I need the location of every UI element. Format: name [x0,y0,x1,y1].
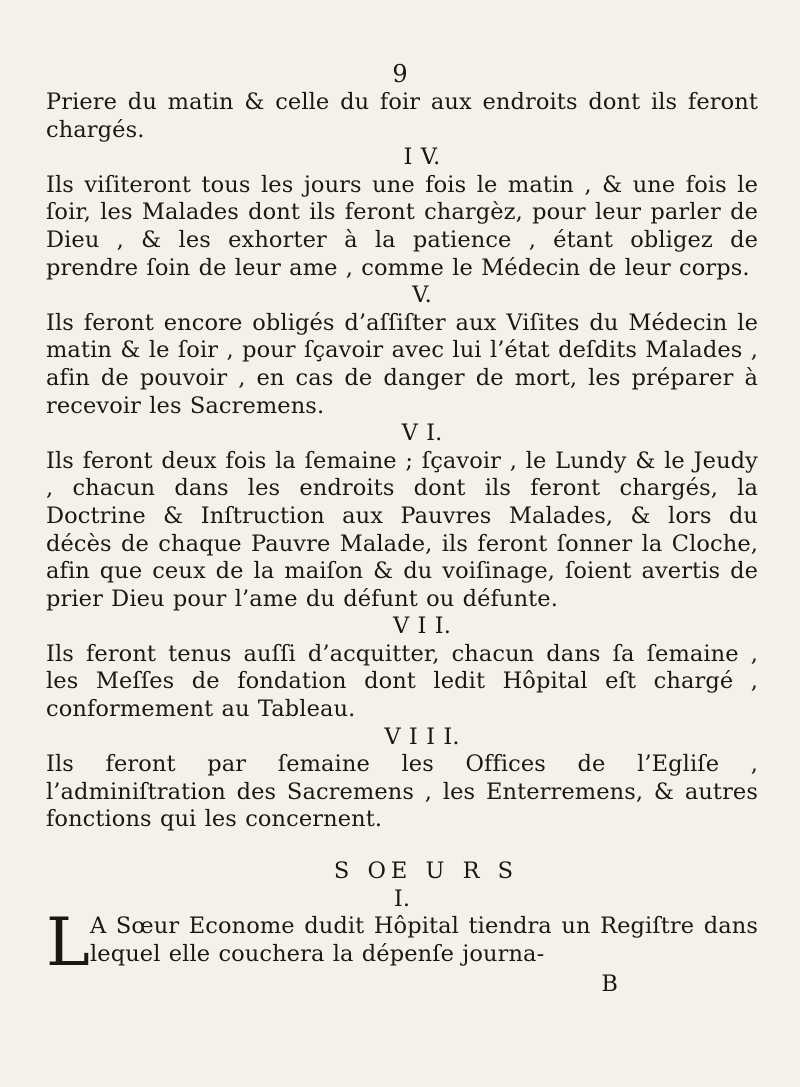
intro-paragraph: Priere du matin & celle du foir aux endroits dont ils feront chargés. [46,89,758,143]
section-heading-iv: I V. [403,144,441,171]
section-vi-text: Ils feront deux fois la ſemaine ; ſçavoir , le Lundy & le Jeudy , chacun dans les endroits dont ils feront chargés, la Doctrine & Inſtruction aux Pauvres Malades, & lors du décès de chaque Pauvre Malade, ils feront ſonner la Cloche, afin que ceux de la maiſon & du voiſinage, ſoient avertis de prier Dieu pour l’ame du défunt ou défunte. [46,447,758,612]
sisters-section-numeral: I. [393,885,411,912]
catchword: B [601,971,618,998]
section-viii-text: Ils feront par ſemaine les Offices de l’Egliſe , l’adminiſtration des Sacremens , les Enterremens, & autres fonctions qui les concernent. [46,751,758,833]
section-heading-vi: V I. [401,420,443,447]
section-heading-v: V. [412,282,432,309]
section-heading-vii: V I I. [392,613,452,640]
sisters-paragraph [46,904,758,982]
body-text [46,89,758,999]
sisters-heading: S OE U R S [333,858,519,885]
section-heading-viii: V I I I. [384,723,460,750]
section-v-text: Ils feront encore obligés d’aſſiſter aux Viſites du Médecin le matin & le ſoir , pour ſçavoir avec lui l’état deſdits Malades , afin de pouvoir , en cas de danger de mort, les préparer à recevoir les Sacremens. [46,309,758,419]
page-number: 9 [392,60,408,88]
section-iv-text: Ils viſiteront tous les jours une fois le matin , & une fois le ſoir, les Malades dont ils feront chargèz, pour leur parler de Dieu , & les exhorter à la patience , étant obligez de prendre ſoin de leur ame , comme le Médecin de leur corps. [46,171,758,281]
sisters-text: A Sœur Econome dudit Hôpital tiendra un Regiſtre dans lequel elle couchera la dépenſe journa- [90,913,758,967]
drop-cap: L [46,904,90,982]
section-vii-text: Ils feront tenus auſſi d’acquitter, chacun dans ſa ſemaine , les Meſſes de fondation dont ledit Hôpital eſt chargé , conformement au Tableau. [46,640,758,723]
